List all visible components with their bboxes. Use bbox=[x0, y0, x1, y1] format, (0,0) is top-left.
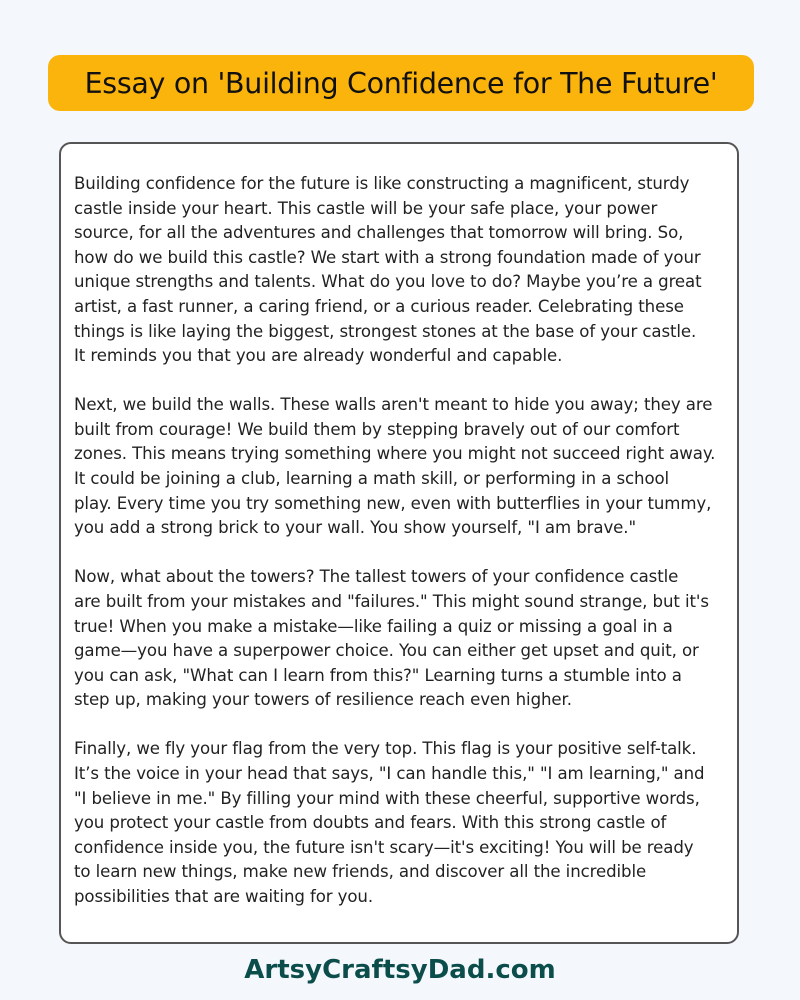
paragraph-line: you add a strong brick to your wall. You show yourself, "I am brave." bbox=[74, 518, 636, 538]
paragraph-line: zones. This means trying something where you might not succeed right away. bbox=[74, 444, 716, 464]
paragraph-line: Building confidence for the future is like constructing a magnificent, sturdy bbox=[74, 174, 690, 193]
paragraph-line: Next, we build the walls. These walls aren't meant to hide you away; they are bbox=[74, 395, 713, 415]
paragraph-line: play. Every time you try something new, even with butterflies in your tummy, bbox=[74, 493, 712, 513]
paragraph-line: Finally, we fly your flag from the very top. This flag is your positive self-talk. bbox=[74, 739, 697, 759]
site-watermark: ArtsyCraftsyDad.com bbox=[244, 955, 556, 985]
paragraph-line: how do we build this castle? We start with a strong foundation made of your bbox=[74, 247, 701, 267]
paragraph-line: It’s the voice in your head that says, "I can handle this," "I am learning," and bbox=[74, 763, 705, 783]
paragraph-line: confidence inside you, the future isn't scary—it's exciting! You will be ready bbox=[74, 837, 694, 857]
paragraph-line: possibilities that are waiting for you. bbox=[74, 886, 374, 906]
paragraph-line: unique strengths and talents. What do you love to do? Maybe you’re a great bbox=[74, 272, 702, 292]
paragraph-line: are built from your mistakes and "failures." This might sound strange, but it's bbox=[74, 591, 709, 611]
essay-body bbox=[74, 172, 729, 934]
paragraph-line: "I believe in me." By filling your mind with these cheerful, supportive words, bbox=[74, 788, 700, 808]
paragraph-line: artist, a fast runner, a caring friend, or a curious reader. Celebrating these bbox=[74, 296, 684, 316]
paragraph-line: source, for all the adventures and challenges that tomorrow will bring. So, bbox=[74, 223, 684, 243]
essay-paragraph bbox=[74, 565, 729, 713]
essay-paragraph bbox=[74, 172, 729, 369]
paragraph-line: to learn new things, make new friends, and discover all the incredible bbox=[74, 862, 647, 882]
essay-box bbox=[59, 142, 739, 944]
paragraph-line: step up, making your towers of resilience reach even higher. bbox=[74, 690, 572, 710]
paragraph-line: castle inside your heart. This castle will be your safe place, your power bbox=[74, 198, 658, 218]
paragraph-line: you can ask, "What can I learn from this?" Learning turns a stumble into a bbox=[74, 665, 682, 685]
essay-paragraph bbox=[74, 393, 729, 541]
essay-title: Essay on 'Building Confidence for The Future' bbox=[48, 55, 754, 111]
paragraph-line: It could be joining a club, learning a math skill, or performing in a school bbox=[74, 469, 670, 489]
essay-paragraph bbox=[74, 737, 729, 909]
paragraph-line: Now, what about the towers? The tallest towers of your confidence castle bbox=[74, 567, 679, 587]
paragraph-line: game—you have a superpower choice. You can either get upset and quit, or bbox=[74, 641, 699, 661]
paragraph-line: you protect your castle from doubts and fears. With this strong castle of bbox=[74, 813, 667, 833]
paragraph-line: true! When you make a mistake—like failing a quiz or missing a goal in a bbox=[74, 616, 673, 636]
paragraph-line: built from courage! We build them by stepping bravely out of our comfort bbox=[74, 419, 680, 439]
paragraph-line: It reminds you that you are already wonderful and capable. bbox=[74, 346, 563, 366]
paragraph-line: things is like laying the biggest, strongest stones at the base of your castle. bbox=[74, 321, 697, 341]
